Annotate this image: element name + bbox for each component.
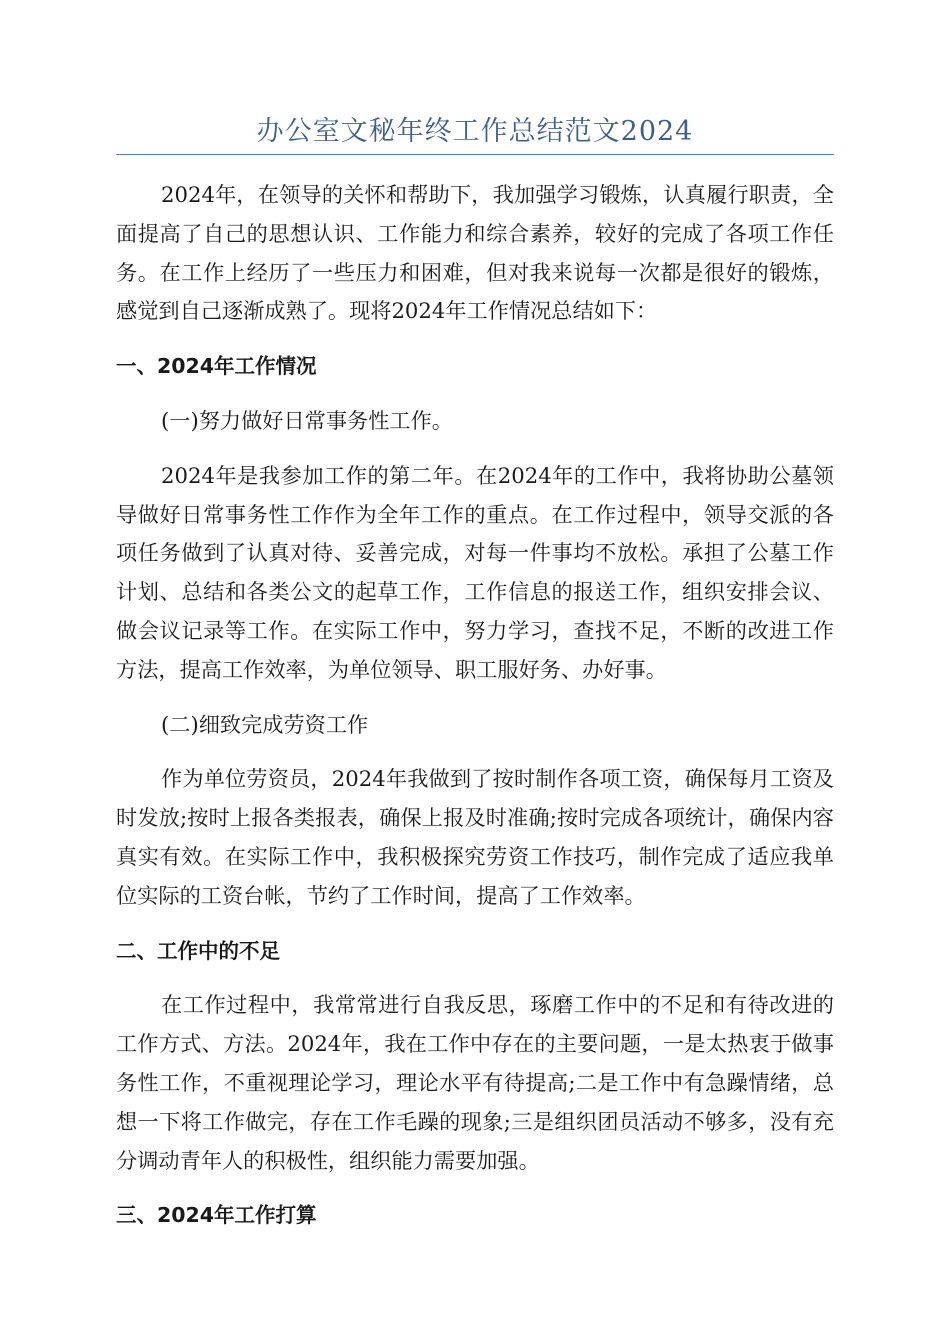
- subsection-body-1: 2024年是我参加工作的第二年。在2024年的工作中，我将协助公墓领导做好日常事务性工作作为全年工作的重点。在工作过程中，领导交派的各项任务做到了认真对待、妥善完成，对每一件事均不放松。承担了公墓工作计划、总结和各类公文的起草工作，工作信息的报送工作，组织安排会议、做会议记录等工作。在实际工作中，努力学习，查找不足，不断的改进工作方法，提高工作效率，为单位领导、职工服好务、办好事。: [116, 462, 834, 682]
- section-heading-1: 一、2024年工作情况: [116, 354, 317, 379]
- section-heading-3: 三、2024年工作打算: [116, 1203, 317, 1228]
- document-title: 办公室文秘年终工作总结范文2024: [256, 116, 694, 147]
- document-body: [116, 176, 834, 1251]
- intro-paragraph: 2024年，在领导的关怀和帮助下，我加强学习锻炼，认真履行职责，全面提高了自己的思想认识、工作能力和综合素养，较好的完成了各项工作任务。在工作上经历了一些压力和困难，但对我来说每一次都是很好的锻炼，感觉到自己逐渐成熟了。现将2024年工作情况总结如下：: [116, 182, 834, 324]
- subsection-body-2: 作为单位劳资员，2024年我做到了按时制作各项工资，确保每月工资及时发放;按时上报各类报表，确保上报及时准确;按时完成各项统计，确保内容真实有效。在实际工作中，我积极探究劳资工作技巧，制作完成了适应我单位实际的工资台帐，节约了工作时间，提高了工作效率。: [116, 766, 834, 908]
- title-underline: [116, 154, 834, 155]
- section-heading-2: 二、工作中的不足: [116, 938, 280, 963]
- section-body-2: 在工作过程中，我常常进行自我反思，琢磨工作中的不足和有待改进的工作方式、方法。2024年，我在工作中存在的主要问题，一是太热衷于做事务性工作，不重视理论学习，理论水平有待提高;二是工作中有急躁情绪，总想一下将工作做完，存在工作毛躁的现象;三是组织团员活动不够多，没有充分调动青年人的积极性，组织能力需要加强。: [116, 992, 834, 1173]
- subsection-title-2: (二)细致完成劳资工作: [161, 711, 369, 737]
- subsection-title-1: (一)努力做好日常事务性工作。: [161, 407, 453, 433]
